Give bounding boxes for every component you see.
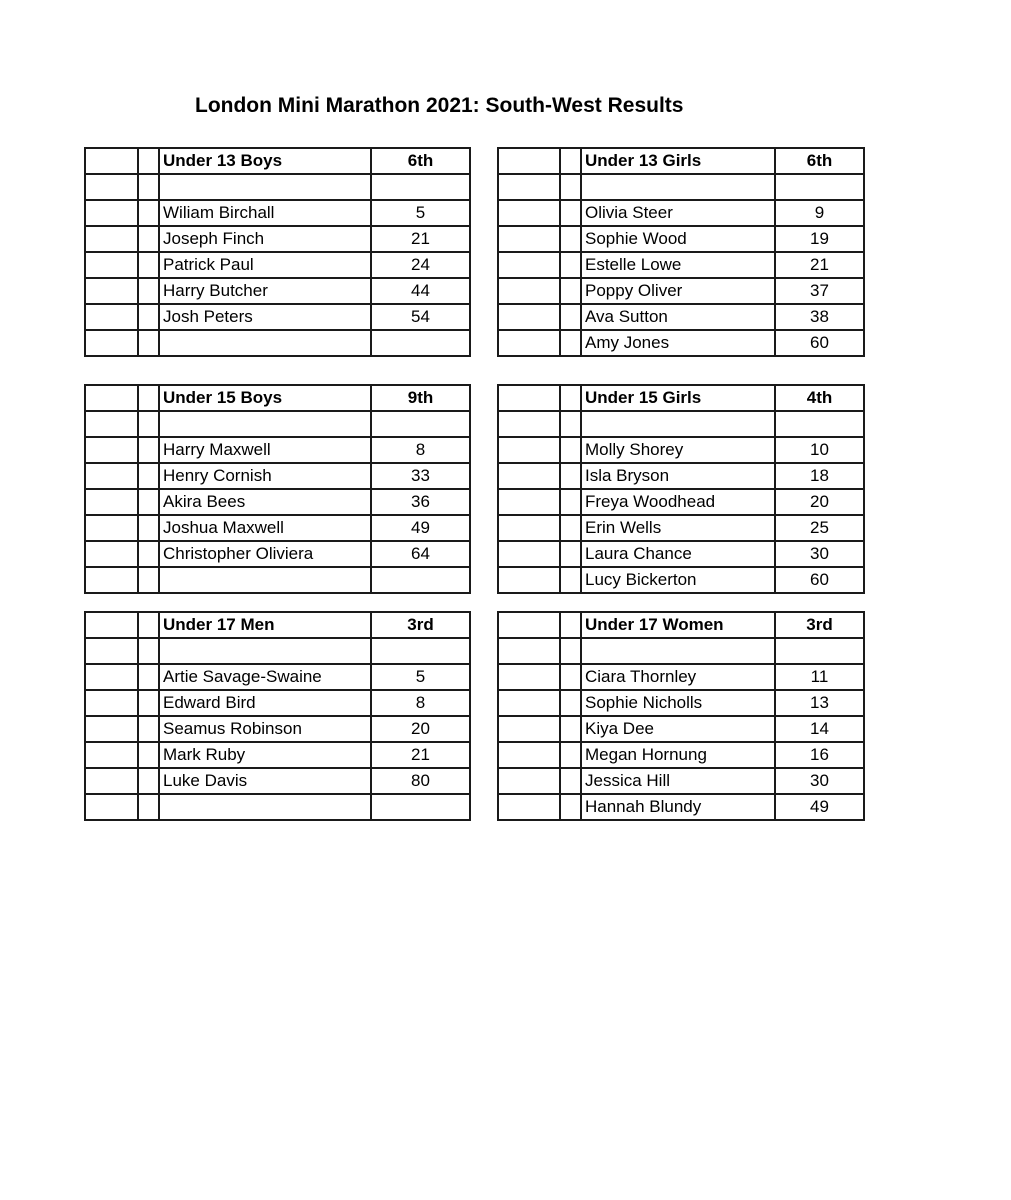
table-row (85, 463, 470, 489)
blank-cell (560, 330, 581, 356)
blank-cell (581, 638, 775, 664)
runner-name: Jessica Hill (581, 768, 775, 794)
team-position: 6th (775, 148, 864, 174)
results-table-under-17-men (84, 611, 471, 821)
blank-cell (498, 716, 560, 742)
blank-cell (138, 515, 159, 541)
blank-cell (371, 174, 470, 200)
table-row (498, 411, 864, 437)
blank-cell (85, 304, 138, 330)
runner-place: 30 (775, 541, 864, 567)
table-header-row (85, 148, 470, 174)
blank-cell (498, 252, 560, 278)
runner-name: Erin Wells (581, 515, 775, 541)
blank-cell (138, 252, 159, 278)
runner-name: Molly Shorey (581, 437, 775, 463)
table-row (85, 200, 470, 226)
table-header-row (498, 612, 864, 638)
runner-place: 13 (775, 690, 864, 716)
table-row (498, 437, 864, 463)
table-row (85, 742, 470, 768)
blank-cell (159, 638, 371, 664)
blank-cell (560, 664, 581, 690)
runner-name (159, 330, 371, 356)
runner-place: 21 (775, 252, 864, 278)
blank-cell (560, 567, 581, 593)
table-row (498, 252, 864, 278)
runner-place: 10 (775, 437, 864, 463)
runner-name: Seamus Robinson (159, 716, 371, 742)
runner-place: 38 (775, 304, 864, 330)
runner-place: 60 (775, 330, 864, 356)
runner-name: Lucy Bickerton (581, 567, 775, 593)
runner-name: Kiya Dee (581, 716, 775, 742)
runner-place: 49 (775, 794, 864, 820)
blank-cell (498, 304, 560, 330)
runner-place: 33 (371, 463, 470, 489)
runner-place: 30 (775, 768, 864, 794)
blank-cell (138, 690, 159, 716)
blank-cell (138, 768, 159, 794)
blank-cell (560, 148, 581, 174)
blank-cell (138, 541, 159, 567)
blank-cell (85, 252, 138, 278)
results-table-under-13-boys (84, 147, 471, 357)
table-header-row (498, 385, 864, 411)
blank-cell (85, 638, 138, 664)
table-header-row (498, 148, 864, 174)
runner-place: 11 (775, 664, 864, 690)
table-row (498, 463, 864, 489)
table-row (85, 411, 470, 437)
runner-name: Sophie Wood (581, 226, 775, 252)
team-position: 3rd (371, 612, 470, 638)
blank-cell (498, 664, 560, 690)
runner-name: Harry Maxwell (159, 437, 371, 463)
blank-cell (775, 411, 864, 437)
blank-cell (775, 638, 864, 664)
table-row (85, 664, 470, 690)
blank-cell (498, 768, 560, 794)
table-row (498, 226, 864, 252)
table-row (498, 489, 864, 515)
runner-place: 5 (371, 664, 470, 690)
team-position: 4th (775, 385, 864, 411)
blank-cell (498, 148, 560, 174)
table-row (498, 690, 864, 716)
runner-place: 64 (371, 541, 470, 567)
runner-place: 80 (371, 768, 470, 794)
runner-name: Laura Chance (581, 541, 775, 567)
results-table-under-15-girls (497, 384, 865, 594)
runner-place: 8 (371, 437, 470, 463)
blank-cell (85, 330, 138, 356)
blank-cell (159, 411, 371, 437)
blank-cell (138, 664, 159, 690)
runner-name: Megan Hornung (581, 742, 775, 768)
runner-place: 54 (371, 304, 470, 330)
blank-cell (138, 330, 159, 356)
runner-place: 16 (775, 742, 864, 768)
results-table-under-13-girls (497, 147, 865, 357)
table-row (498, 330, 864, 356)
blank-cell (581, 174, 775, 200)
category-label: Under 13 Boys (159, 148, 371, 174)
blank-cell (85, 541, 138, 567)
blank-cell (560, 690, 581, 716)
table-row (498, 541, 864, 567)
table-row (498, 278, 864, 304)
blank-cell (138, 437, 159, 463)
blank-cell (85, 463, 138, 489)
blank-cell (560, 226, 581, 252)
blank-cell (560, 304, 581, 330)
blank-cell (560, 515, 581, 541)
blank-cell (560, 411, 581, 437)
runner-place: 37 (775, 278, 864, 304)
runner-place (371, 330, 470, 356)
blank-cell (159, 174, 371, 200)
runner-name: Joshua Maxwell (159, 515, 371, 541)
blank-cell (560, 541, 581, 567)
table-row (85, 304, 470, 330)
runner-place: 49 (371, 515, 470, 541)
blank-cell (138, 567, 159, 593)
blank-cell (138, 794, 159, 820)
category-label: Under 13 Girls (581, 148, 775, 174)
blank-cell (85, 794, 138, 820)
blank-cell (85, 690, 138, 716)
runner-name: Amy Jones (581, 330, 775, 356)
runner-name: Ava Sutton (581, 304, 775, 330)
table-row (85, 437, 470, 463)
blank-cell (85, 489, 138, 515)
results-table-under-17-women (497, 611, 865, 821)
blank-cell (498, 515, 560, 541)
blank-cell (85, 148, 138, 174)
blank-cell (498, 174, 560, 200)
runner-name: Freya Woodhead (581, 489, 775, 515)
table-row (85, 768, 470, 794)
table-row (498, 768, 864, 794)
blank-cell (498, 437, 560, 463)
blank-cell (560, 794, 581, 820)
table-row (85, 690, 470, 716)
table-row (85, 174, 470, 200)
blank-cell (138, 411, 159, 437)
table-row (498, 567, 864, 593)
runner-name: Sophie Nicholls (581, 690, 775, 716)
runner-name: Christopher Oliviera (159, 541, 371, 567)
blank-cell (560, 278, 581, 304)
table-row (85, 515, 470, 541)
results-table-under-15-boys (84, 384, 471, 594)
blank-cell (85, 567, 138, 593)
runner-place: 44 (371, 278, 470, 304)
table-row (85, 278, 470, 304)
blank-cell (498, 463, 560, 489)
blank-cell (498, 385, 560, 411)
runner-name: Wiliam Birchall (159, 200, 371, 226)
blank-cell (498, 612, 560, 638)
table-row (498, 742, 864, 768)
blank-cell (138, 200, 159, 226)
runner-name: Ciara Thornley (581, 664, 775, 690)
blank-cell (138, 148, 159, 174)
blank-cell (138, 716, 159, 742)
runner-place: 14 (775, 716, 864, 742)
blank-cell (138, 742, 159, 768)
table-header-row (85, 612, 470, 638)
blank-cell (498, 541, 560, 567)
blank-cell (560, 612, 581, 638)
blank-cell (138, 226, 159, 252)
runner-name: Luke Davis (159, 768, 371, 794)
blank-cell (560, 768, 581, 794)
blank-cell (138, 463, 159, 489)
table-row (85, 330, 470, 356)
runner-place (371, 567, 470, 593)
blank-cell (498, 567, 560, 593)
blank-cell (138, 174, 159, 200)
runner-place: 24 (371, 252, 470, 278)
blank-cell (560, 200, 581, 226)
runner-name: Patrick Paul (159, 252, 371, 278)
blank-cell (138, 385, 159, 411)
table-row (85, 226, 470, 252)
blank-cell (498, 278, 560, 304)
table-row (85, 489, 470, 515)
runner-place: 19 (775, 226, 864, 252)
blank-cell (85, 385, 138, 411)
table-row (498, 664, 864, 690)
blank-cell (560, 716, 581, 742)
runner-name: Mark Ruby (159, 742, 371, 768)
runner-place: 20 (371, 716, 470, 742)
table-row (85, 638, 470, 664)
runner-name: Olivia Steer (581, 200, 775, 226)
blank-cell (560, 385, 581, 411)
runner-place: 60 (775, 567, 864, 593)
runner-place: 5 (371, 200, 470, 226)
blank-cell (498, 489, 560, 515)
table-row (85, 541, 470, 567)
blank-cell (85, 612, 138, 638)
runner-place: 18 (775, 463, 864, 489)
blank-cell (498, 742, 560, 768)
runner-name: Estelle Lowe (581, 252, 775, 278)
runner-name: Poppy Oliver (581, 278, 775, 304)
table-header-row (85, 385, 470, 411)
blank-cell (85, 437, 138, 463)
blank-cell (85, 278, 138, 304)
blank-cell (371, 411, 470, 437)
table-row (498, 200, 864, 226)
blank-cell (775, 174, 864, 200)
table-row (498, 515, 864, 541)
runner-place: 21 (371, 742, 470, 768)
blank-cell (85, 515, 138, 541)
blank-cell (498, 200, 560, 226)
runner-name: Artie Savage-Swaine (159, 664, 371, 690)
team-position: 9th (371, 385, 470, 411)
blank-cell (498, 794, 560, 820)
blank-cell (560, 437, 581, 463)
runner-name: Josh Peters (159, 304, 371, 330)
blank-cell (560, 252, 581, 278)
blank-cell (85, 411, 138, 437)
blank-cell (138, 278, 159, 304)
blank-cell (138, 489, 159, 515)
blank-cell (560, 463, 581, 489)
table-row (498, 174, 864, 200)
category-label: Under 15 Boys (159, 385, 371, 411)
runner-name: Edward Bird (159, 690, 371, 716)
blank-cell (498, 330, 560, 356)
blank-cell (85, 742, 138, 768)
runner-name (159, 567, 371, 593)
blank-cell (498, 638, 560, 664)
blank-cell (498, 411, 560, 437)
blank-cell (560, 742, 581, 768)
blank-cell (560, 638, 581, 664)
runner-name: Joseph Finch (159, 226, 371, 252)
blank-cell (498, 226, 560, 252)
runner-name: Akira Bees (159, 489, 371, 515)
blank-cell (138, 638, 159, 664)
table-row (498, 794, 864, 820)
runner-place (371, 794, 470, 820)
team-position: 3rd (775, 612, 864, 638)
table-row (85, 252, 470, 278)
blank-cell (138, 612, 159, 638)
category-label: Under 17 Men (159, 612, 371, 638)
runner-name: Henry Cornish (159, 463, 371, 489)
table-row (498, 304, 864, 330)
blank-cell (85, 716, 138, 742)
runner-place: 20 (775, 489, 864, 515)
blank-cell (85, 226, 138, 252)
blank-cell (498, 690, 560, 716)
blank-cell (85, 768, 138, 794)
blank-cell (560, 174, 581, 200)
page-title: London Mini Marathon 2021: South-West Results (195, 94, 684, 117)
runner-place: 25 (775, 515, 864, 541)
blank-cell (85, 174, 138, 200)
table-row (85, 716, 470, 742)
blank-cell (581, 411, 775, 437)
runner-place: 36 (371, 489, 470, 515)
team-position: 6th (371, 148, 470, 174)
blank-cell (85, 664, 138, 690)
table-row (498, 716, 864, 742)
runner-name: Isla Bryson (581, 463, 775, 489)
blank-cell (560, 489, 581, 515)
category-label: Under 15 Girls (581, 385, 775, 411)
category-label: Under 17 Women (581, 612, 775, 638)
runner-name: Harry Butcher (159, 278, 371, 304)
runner-place: 9 (775, 200, 864, 226)
table-row (85, 567, 470, 593)
blank-cell (138, 304, 159, 330)
table-row (85, 794, 470, 820)
blank-cell (371, 638, 470, 664)
blank-cell (85, 200, 138, 226)
runner-place: 8 (371, 690, 470, 716)
table-row (498, 638, 864, 664)
runner-name: Hannah Blundy (581, 794, 775, 820)
runner-place: 21 (371, 226, 470, 252)
runner-name (159, 794, 371, 820)
